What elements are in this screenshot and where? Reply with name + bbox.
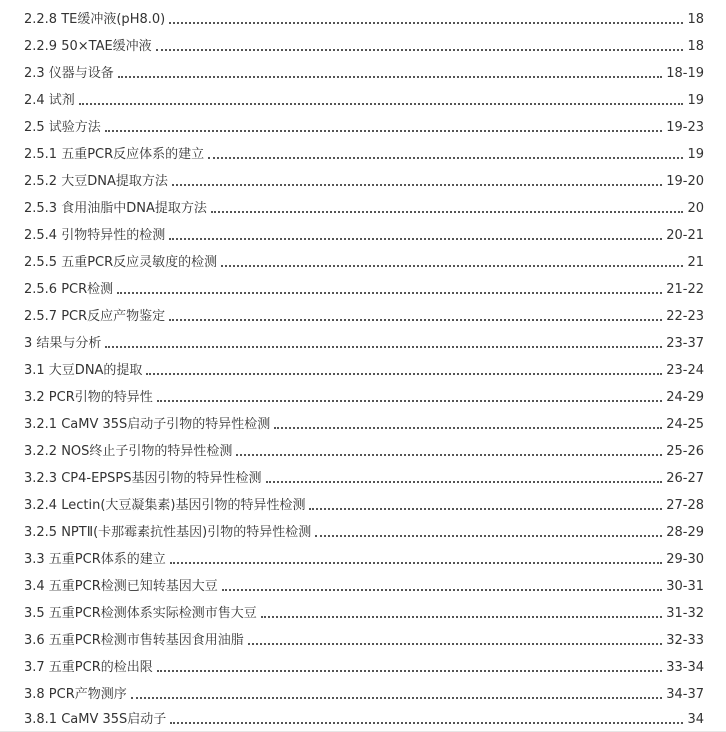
table-of-contents — [0, 3, 726, 730]
toc-entry-page: 28-29 — [666, 525, 704, 540]
toc-entry-page: 24-29 — [666, 390, 704, 405]
toc-entry-title: 3.2.4 Lectin(大豆凝集素)基因引物的特异性检测 — [24, 498, 306, 513]
toc-dot-leader — [79, 103, 684, 105]
toc-dot-leader — [221, 265, 683, 267]
toc-entry-page: 34-37 — [666, 687, 704, 702]
toc-dot-leader — [208, 157, 683, 159]
toc-entry-page: 19 — [687, 147, 704, 162]
toc-entry-title: 2.4 试剂 — [24, 93, 75, 108]
toc-entry[interactable] — [0, 219, 726, 246]
toc-dot-leader — [236, 454, 662, 456]
toc-entry[interactable] — [0, 246, 726, 273]
toc-entry[interactable] — [0, 651, 726, 678]
toc-entry-title: 2.5.6 PCR检测 — [24, 282, 114, 297]
toc-dot-leader — [169, 238, 662, 240]
toc-entry-page: 20 — [687, 201, 704, 216]
toc-entry[interactable] — [0, 3, 726, 30]
toc-entry[interactable] — [0, 111, 726, 138]
toc-entry-title: 3.2.5 NPTⅡ(卡那霉素抗性基因)引物的特异性检测 — [24, 525, 312, 540]
toc-entry[interactable] — [0, 273, 726, 300]
toc-entry-page: 19-23 — [666, 120, 704, 135]
toc-entry[interactable] — [0, 570, 726, 597]
toc-entry[interactable] — [0, 462, 726, 489]
toc-entry[interactable] — [0, 84, 726, 111]
toc-entry-page: 25-26 — [666, 444, 704, 459]
toc-entry-title: 3.5 五重PCR检测体系实际检测市售大豆 — [24, 606, 257, 621]
toc-entry-title: 3.2 PCR引物的特异性 — [24, 390, 153, 405]
toc-entry-page: 19-20 — [666, 174, 704, 189]
toc-entry-title: 3.2.3 CP4-EPSPS基因引物的特异性检测 — [24, 471, 262, 486]
toc-entry-page: 26-27 — [666, 471, 704, 486]
toc-entry-page: 18 — [687, 39, 704, 54]
toc-entry[interactable] — [0, 705, 726, 730]
toc-entry[interactable] — [0, 138, 726, 165]
toc-dot-leader — [172, 184, 662, 186]
toc-entry[interactable] — [0, 516, 726, 543]
toc-entry[interactable] — [0, 30, 726, 57]
toc-entry-title: 2.5.3 食用油脂中DNA提取方法 — [24, 201, 207, 216]
toc-entry-page: 21-22 — [666, 282, 704, 297]
toc-dot-leader — [222, 589, 662, 591]
toc-entry[interactable] — [0, 489, 726, 516]
toc-entry-page: 27-28 — [666, 498, 704, 513]
toc-entry[interactable] — [0, 57, 726, 84]
toc-entry-title: 2.5.4 引物特异性的检测 — [24, 228, 166, 243]
toc-entry-title: 3.1 大豆DNA的提取 — [24, 363, 143, 378]
toc-dot-leader — [274, 427, 662, 429]
toc-entry-page: 30-31 — [666, 579, 704, 594]
toc-entry-page: 18 — [687, 12, 704, 27]
toc-entry-page: 20-21 — [666, 228, 704, 243]
toc-entry[interactable] — [0, 192, 726, 219]
toc-entry[interactable] — [0, 624, 726, 651]
toc-entry[interactable] — [0, 327, 726, 354]
toc-entry-page: 23-24 — [666, 363, 704, 378]
toc-dot-leader — [211, 211, 684, 213]
toc-dot-leader — [117, 292, 662, 294]
toc-dot-leader — [157, 400, 662, 402]
toc-entry[interactable] — [0, 435, 726, 462]
toc-entry[interactable] — [0, 597, 726, 624]
toc-dot-leader — [105, 346, 662, 348]
toc-entry[interactable] — [0, 165, 726, 192]
toc-dot-leader — [169, 22, 683, 24]
toc-dot-leader — [309, 508, 662, 510]
toc-entry[interactable] — [0, 381, 726, 408]
toc-entry-page: 34 — [687, 712, 704, 727]
toc-entry-page: 19 — [687, 93, 704, 108]
toc-entry-page: 18-19 — [666, 66, 704, 81]
toc-entry-title: 3.8.1 CaMV 35S启动子 — [24, 712, 167, 727]
toc-entry-page: 22-23 — [666, 309, 704, 324]
toc-dot-leader — [169, 319, 662, 321]
toc-entry-page: 23-37 — [666, 336, 704, 351]
toc-entry-title: 2.5.1 五重PCR反应体系的建立 — [24, 147, 205, 162]
toc-entry-title: 3.2.1 CaMV 35S启动子引物的特异性检测 — [24, 417, 271, 432]
toc-dot-leader — [157, 670, 662, 672]
toc-entry-title: 2.5 试验方法 — [24, 120, 101, 135]
toc-dot-leader — [170, 722, 683, 724]
toc-dot-leader — [170, 562, 662, 564]
toc-dot-leader — [105, 130, 662, 132]
toc-entry-title: 3.7 五重PCR的检出限 — [24, 660, 153, 675]
toc-dot-leader — [266, 481, 663, 483]
toc-dot-leader — [156, 49, 684, 51]
toc-dot-leader — [315, 535, 662, 537]
toc-entry-page: 31-32 — [666, 606, 704, 621]
toc-entry-title: 3.3 五重PCR体系的建立 — [24, 552, 166, 567]
toc-entry-title: 3.6 五重PCR检测市售转基因食用油脂 — [24, 633, 244, 648]
toc-entry-title: 2.2.9 50×TAE缓冲液 — [24, 39, 152, 54]
toc-entry-title: 2.5.7 PCR反应产物鉴定 — [24, 309, 166, 324]
toc-dot-leader — [146, 373, 662, 375]
toc-entry-title: 3 结果与分析 — [24, 336, 102, 351]
toc-entry-title: 2.2.8 TE缓冲液(pH8.0) — [24, 12, 166, 27]
toc-dot-leader — [118, 76, 662, 78]
toc-entry[interactable] — [0, 354, 726, 381]
toc-entry-title: 2.5.2 大豆DNA提取方法 — [24, 174, 168, 189]
toc-entry[interactable] — [0, 408, 726, 435]
toc-entry[interactable] — [0, 300, 726, 327]
toc-dot-leader — [131, 697, 662, 699]
toc-entry-page: 29-30 — [666, 552, 704, 567]
toc-dot-leader — [261, 616, 662, 618]
toc-entry-page: 32-33 — [666, 633, 704, 648]
toc-entry-title: 3.2.2 NOS终止子引物的特异性检测 — [24, 444, 233, 459]
toc-entry-title: 2.5.5 五重PCR反应灵敏度的检测 — [24, 255, 218, 270]
toc-entry-page: 24-25 — [666, 417, 704, 432]
toc-entry[interactable] — [0, 678, 726, 705]
toc-entry-title: 3.4 五重PCR检测已知转基因大豆 — [24, 579, 218, 594]
toc-dot-leader — [248, 643, 662, 645]
toc-entry-title: 2.3 仪器与设备 — [24, 66, 114, 81]
toc-entry[interactable] — [0, 543, 726, 570]
toc-entry-page: 33-34 — [666, 660, 704, 675]
toc-entry-page: 21 — [687, 255, 704, 270]
toc-entry-title: 3.8 PCR产物测序 — [24, 687, 127, 702]
